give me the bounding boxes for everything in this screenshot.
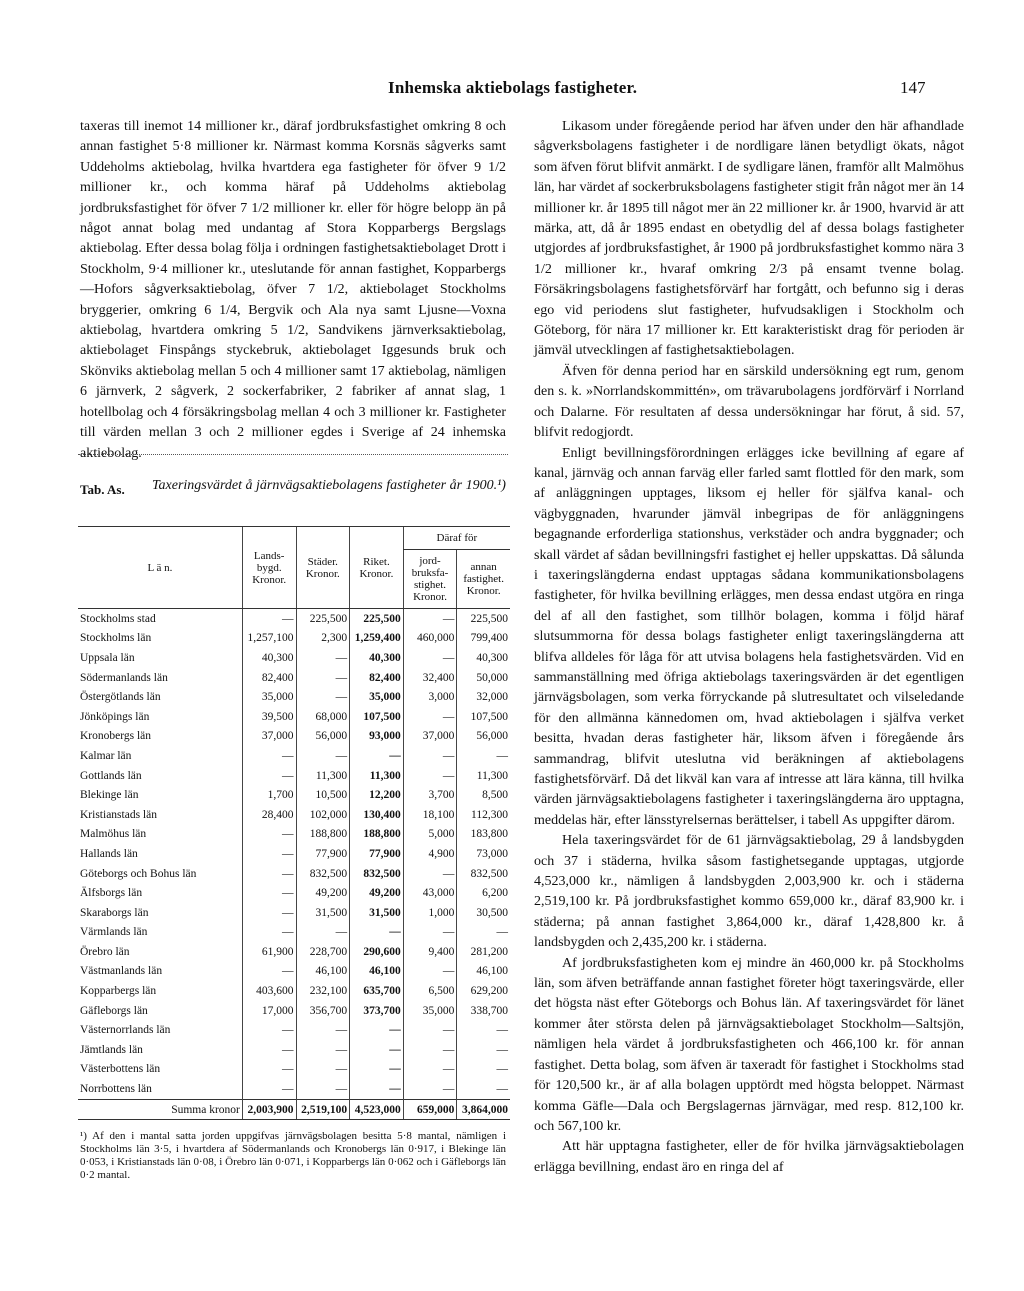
value-cell: — (242, 1020, 296, 1040)
value-cell: 225,500 (296, 609, 350, 629)
table-row (78, 707, 510, 727)
table-row (78, 1060, 510, 1080)
value-cell: 130,400 (350, 805, 404, 825)
section-divider (78, 454, 508, 455)
county-name: Kalmar län (80, 749, 132, 762)
table-row (78, 766, 510, 786)
value-cell: 112,300 (457, 805, 510, 825)
county-name: Göteborgs och Bohus län (80, 867, 197, 880)
value-cell: — (242, 1079, 296, 1099)
value-cell: — (403, 707, 457, 727)
sum-value: 2,003,900 (242, 1099, 296, 1120)
value-cell: — (457, 746, 510, 766)
value-cell: 4,900 (403, 844, 457, 864)
value-cell: — (242, 844, 296, 864)
value-cell: 832,500 (296, 864, 350, 884)
value-cell: — (242, 746, 296, 766)
value-cell: — (296, 668, 350, 688)
table-row (78, 981, 510, 1001)
value-cell: — (403, 1020, 457, 1040)
county-name: Västmanlands län (80, 965, 163, 978)
value-cell: 290,600 (350, 942, 404, 962)
value-cell: 188,800 (296, 825, 350, 845)
value-cell: 56,000 (457, 727, 510, 747)
value-cell: 1,257,100 (242, 629, 296, 649)
value-cell: 107,500 (457, 707, 510, 727)
value-cell: 93,000 (350, 727, 404, 747)
county-name: Norrbottens län (80, 1083, 152, 1096)
county-name: Västernorrlands län (80, 1024, 171, 1037)
value-cell: 2,300 (296, 629, 350, 649)
table-row (78, 1001, 510, 1021)
value-cell: — (403, 609, 457, 629)
table-row (78, 903, 510, 923)
value-cell: — (350, 1040, 404, 1060)
county-name: Stockholms stad (80, 612, 156, 625)
table-row (78, 923, 510, 943)
value-cell: 17,000 (242, 1001, 296, 1021)
county-name: Kristianstads län (80, 808, 157, 821)
value-cell: — (457, 1020, 510, 1040)
value-cell: — (403, 923, 457, 943)
header-landsbygd: Lands-bygd. Kronor. (242, 527, 296, 609)
sum-value: 3,864,000 (457, 1099, 510, 1120)
value-cell: 11,300 (296, 766, 350, 786)
value-cell: — (242, 962, 296, 982)
value-cell: 225,500 (457, 609, 510, 629)
value-cell: 3,000 (403, 687, 457, 707)
table-row (78, 1040, 510, 1060)
header-lan: L ä n. (78, 527, 242, 609)
left-column-text (80, 117, 506, 464)
value-cell: 77,900 (296, 844, 350, 864)
county-name: Älfsborgs län (80, 887, 143, 900)
value-cell: — (457, 1079, 510, 1099)
value-cell: — (242, 825, 296, 845)
paragraph: Af jordbruksfastigheten kom ej mindre än 460,000 kr. på Stockholms län, som äfven beträffande annan fastighet företer högt taxeringsvärde, eller det högsta näst efter Göteborgs och Bohus län. Af taxeringsvärdet för länet kommer åter största delen på järnvägsaktiebolaget Stockholm—Saltsjön, nämligen hela värdet å jordbruksfastigheten och 466,100 kr. för annan fastighet. Detta bolag, som äfven är taxeradt för fastighet i Stockholms stad för 120,500 kr., är af alla bolagen upptördt med högsta beloppet. Närmast komma Gäfle—Dala och Bergslagernas järnvägar, med resp. 812,100 kr. och 567,100 kr. (534, 955, 964, 1134)
value-cell: 40,300 (242, 648, 296, 668)
value-cell: 102,000 (296, 805, 350, 825)
value-cell: — (403, 864, 457, 884)
value-cell: 73,000 (457, 844, 510, 864)
sum-value: 2,519,100 (296, 1099, 350, 1120)
value-cell: 188,800 (350, 825, 404, 845)
sum-value: 659,000 (403, 1099, 457, 1120)
value-cell: 3,700 (403, 785, 457, 805)
county-name: Gäfleborgs län (80, 1004, 148, 1017)
value-cell: 6,200 (457, 883, 510, 903)
value-cell: 1,000 (403, 903, 457, 923)
value-cell: — (296, 1020, 350, 1040)
sum-label: Summa kronor (78, 1099, 242, 1120)
value-cell: 46,100 (296, 962, 350, 982)
paragraph: Enligt bevillningsförordningen erlägges icke bevillning af egare af kanal, järnväg och annan farväg eller farled samt flottled för den mark, som af anläggningen upptages, liksom ej heller för själfva kanal- och vägbyggnaden, hvarunder jämväl inbegripas de för anläggningens begagnande erforderliga stationshus, verkstäder och andra byggnader; och skall värdet af sådan bevillningsfri fastighet ej heller uppskattas. Då sålunda i taxeringslängderna endast upptagas sådana kommunikationsbolagens fastigheter, för hvilka bevillning erlägges, men dessa endast utgöra en ringa del af all den fastighet, som tillhör bolagen, komma i följd häraf slutsummorna för dessa bolags fastigheter enligt taxeringslängderna att blifva alldeles för låga för att utvisa bolagens hela fastighetsvärden. Vid en sammanställning med öfriga aktiebolags taxeringsvärden är det egentligen järnvägsbolagen, som verka förryckande på slutresultatet och vilseledande för den allmänna kännedomen om, hvad aktiebolagen i själfva verket besitta, hvadan deras fastigheter här, liksom äfven i föregående års sammandrag, blifvit uteslutna vid beräkningen af aktiebolagens fastighetsförvärf. Då det likväl kan vara af intresse att lära känna, till hvilka värden järnvägsaktiebolagens fastigheter i taxeringslängderna äro upptagna, meddelas här, efter länsstyrelsernas berättelser, i tabell As uppgifter därom. (534, 445, 964, 828)
county-name: Västerbottens län (80, 1063, 161, 1076)
value-cell: 338,700 (457, 1001, 510, 1021)
value-cell: — (296, 1040, 350, 1060)
right-column-text (534, 117, 964, 1178)
value-cell: — (242, 609, 296, 629)
value-cell: 37,000 (242, 727, 296, 747)
value-cell: 61,900 (242, 942, 296, 962)
value-cell: 40,300 (350, 648, 404, 668)
header-jord: jord-bruksfa-stighet. Kronor. (403, 550, 457, 609)
value-cell: 832,500 (457, 864, 510, 884)
value-cell: — (457, 1040, 510, 1060)
property-value-table (78, 526, 510, 1120)
value-cell: — (350, 1079, 404, 1099)
running-header-title: Inhemska aktiebolags fastigheter. (388, 78, 638, 97)
table-row (78, 746, 510, 766)
value-cell: 32,000 (457, 687, 510, 707)
page-number: 147 (900, 78, 926, 97)
county-name: Stockholms län (80, 632, 152, 645)
table-row (78, 844, 510, 864)
value-cell: 46,100 (350, 962, 404, 982)
sum-row (78, 1099, 510, 1120)
value-cell: 232,100 (296, 981, 350, 1001)
table-row (78, 864, 510, 884)
value-cell: 225,500 (350, 609, 404, 629)
value-cell: — (403, 962, 457, 982)
value-cell: 82,400 (350, 668, 404, 688)
paragraph: Att här upptagna fastigheter, eller de för hvilka järnvägsaktiebolagen erlägga bevillning, endast äro en ringa del af (534, 1139, 964, 1175)
table-row (78, 629, 510, 649)
table-row (78, 1079, 510, 1099)
value-cell: 11,300 (457, 766, 510, 786)
value-cell: 35,000 (242, 687, 296, 707)
header-daraf: Däraf för (403, 527, 510, 550)
value-cell: 40,300 (457, 648, 510, 668)
value-cell: 31,500 (350, 903, 404, 923)
value-cell: — (350, 1020, 404, 1040)
value-cell: 30,500 (457, 903, 510, 923)
table-row (78, 648, 510, 668)
value-cell: 9,400 (403, 942, 457, 962)
paragraph: taxeras till inemot 14 millioner kr., däraf jordbruksfastighet omkring 8 och annan fastighet 5·8 millioner kr. Närmast komma Korsnäs sågverks samt Uddeholms aktiebolag, hvilka hvartdera ega fastigheter för öfver 9 1/2 millioner kr., och komma häraf på Uddeholms aktiebolag jordbruksfastighet för öfver 7 1/2 millioner kr. eller för högre belopp än på något annat bolag med undantag af Stora Kopparbergs Bergslags aktiebolag. Efter dessa bolag följa i ordningen fastighetsaktiebolaget Drott i Stockholm, 9·4 millioner kr., uteslutande för annan fastighet, Kopparbergs—Hofors sågverksaktiebolag, öfver 7 1/2, aktiebolaget Stockholms bryggerier, omkring 6 1/4, Bergvik och Ala nya samt Ljusne—Voxna aktiebolag, hvartdera omkring 5 1/2, Sandvikens järnverksaktiebolag, aktiebolaget Finspångs styckebruk, aktiebolaget Iggesunds bruk och Skönviks aktiebolag mellan 5 och 4 millioner samt 17 aktiebolag, nämligen 6 järnverk, 2 sågverk, 2 sockerfabriker, 2 fabriker af annat slag, 1 hotellbolag och 4 försäkringsbolag mellan 4 och 3 millioner kr. Fastigheter till värden mellan 3 och 2 millioner egdes i Sverige af 24 inhemska aktiebolag. (80, 119, 506, 461)
value-cell: — (350, 746, 404, 766)
value-cell: 46,100 (457, 962, 510, 982)
table-row (78, 785, 510, 805)
county-name: Gottlands län (80, 769, 142, 782)
value-cell: 1,700 (242, 785, 296, 805)
value-cell: — (403, 1079, 457, 1099)
value-cell: — (242, 864, 296, 884)
value-cell: — (350, 1060, 404, 1080)
value-cell: 77,900 (350, 844, 404, 864)
county-name: Värmlands län (80, 926, 148, 939)
value-cell: 5,000 (403, 825, 457, 845)
county-name: Jönköpings län (80, 710, 150, 723)
table-row (78, 687, 510, 707)
value-cell: — (403, 1040, 457, 1060)
table-row (78, 609, 510, 629)
table-row (78, 962, 510, 982)
county-name: Kopparbergs län (80, 985, 157, 998)
value-cell: — (403, 648, 457, 668)
table-caption: Taxeringsvärdet å järnvägsaktiebolagens fastigheter år 1900.¹) (152, 478, 506, 493)
value-cell: 11,300 (350, 766, 404, 786)
paragraph: Hela taxeringsvärdet för de 61 järnvägsaktiebolag, 29 å landsbygden och 37 i städerna, hvilka såsom fastighetsegande upptagas, utgjorde 4,523,000 kr., nämligen å landsbygden 2,003,900 kr. och i städerna 2,519,100 kr. På jordbruksfastighet kommo 659,000 kr., däraf 83,900 kr. i städerna; på annan fastighet 3,864,000 kr., däraf 1,428,800 kr. å landsbygden och 2,435,200 kr. i städerna. (534, 833, 964, 951)
header-stader: Städer. Kronor. (296, 527, 350, 609)
value-cell: 49,200 (350, 883, 404, 903)
county-name: Jämtlands län (80, 1043, 143, 1056)
footnote: ¹) Af den i mantal satta jorden uppgifvas järnvägsbolagen besitta 5·8 mantal, nämligen i Stockholms län 3·5, i hvartdera af Södermanlands och Kronobergs län 0·917, i Blekinge län 0·053, i Kristianstads län 0·08, i Örebro län 0·071, i Kopparbergs län 0·062 och i Gäfleborgs län 0·2 mantal. (80, 1130, 506, 1181)
value-cell: 39,500 (242, 707, 296, 727)
value-cell: — (296, 1060, 350, 1080)
value-cell: — (403, 766, 457, 786)
value-cell: — (350, 923, 404, 943)
value-cell: — (242, 1060, 296, 1080)
county-name: Blekinge län (80, 789, 139, 802)
value-cell: — (457, 1060, 510, 1080)
value-cell: 460,000 (403, 629, 457, 649)
value-cell: — (242, 1040, 296, 1060)
table-row (78, 883, 510, 903)
value-cell: — (296, 648, 350, 668)
value-cell: — (296, 746, 350, 766)
value-cell: 12,200 (350, 785, 404, 805)
table-label: Tab. As. (80, 482, 125, 497)
value-cell: 356,700 (296, 1001, 350, 1021)
county-name: Skaraborgs län (80, 906, 149, 919)
value-cell: — (296, 1079, 350, 1099)
value-cell: — (403, 1060, 457, 1080)
paragraph: Likasom under föregående period har äfven under den här afhandlade sågverksbolagens fastigheter i de nordligare länen betydligt ökats, något som äfven förut blifvit anmärkt. I de sydligare länen, framför allt Malmöhus län, har värdet af sockerbruksbolagens fastigheter stigit från något mer än 14 millioner kr. år 1895 till något mer än 22 millioner kr. år 1900, hvarvid är att märka, att, då år 1895 endast en obetydlig del af dessa bolags fastigheter utgjordes af jordbruksfastighet, år 1900 på jordbruksfastighet kommo nära 3 1/2 millioner kr., hvaraf omkring 2/3 på ensamt tvenne bolag. Försäkringsbolagens fastighetsförvärf har fortgått, och befunno sig i deras ego vid periodens slut fastigheter, hufvudsakligen i Stockholm och Göteborg, för nära 17 millioner kr. Ett karakteristiskt drag för perioden är jämväl utvecklingen af fastighetsaktiebolagen. (534, 119, 964, 359)
value-cell: 32,400 (403, 668, 457, 688)
value-cell: 35,000 (403, 1001, 457, 1021)
header-riket: Riket. Kronor. (350, 527, 404, 609)
value-cell: 82,400 (242, 668, 296, 688)
value-cell: 373,700 (350, 1001, 404, 1021)
value-cell: 43,000 (403, 883, 457, 903)
value-cell: — (242, 923, 296, 943)
value-cell: 629,200 (457, 981, 510, 1001)
value-cell: 635,700 (350, 981, 404, 1001)
county-name: Örebro län (80, 945, 130, 958)
county-name: Södermanlands län (80, 671, 168, 684)
value-cell: 68,000 (296, 707, 350, 727)
table-row (78, 668, 510, 688)
county-name: Kronobergs län (80, 730, 152, 743)
value-cell: 10,500 (296, 785, 350, 805)
value-cell: 107,500 (350, 707, 404, 727)
value-cell: 403,600 (242, 981, 296, 1001)
county-name: Uppsala län (80, 651, 135, 664)
county-name: Hallands län (80, 847, 138, 860)
value-cell: 228,700 (296, 942, 350, 962)
paragraph: Äfven för denna period har en särskild undersökning egt rum, genom den s. k. »Norrlandskommittén», om trävarubolagens jordförvärf i Norrland och Dalarne. För resultaten af dessa undersökningar har förut, å sid. 57, blifvit redogjordt. (534, 363, 964, 441)
value-cell: 832,500 (350, 864, 404, 884)
table-row (78, 825, 510, 845)
value-cell: 799,400 (457, 629, 510, 649)
county-name: Östergötlands län (80, 691, 161, 704)
value-cell: 281,200 (457, 942, 510, 962)
value-cell: — (457, 923, 510, 943)
value-cell: — (296, 687, 350, 707)
header-annan: annan fastighet. Kronor. (457, 550, 510, 609)
value-cell: — (242, 903, 296, 923)
value-cell: 37,000 (403, 727, 457, 747)
value-cell: 18,100 (403, 805, 457, 825)
value-cell: 31,500 (296, 903, 350, 923)
value-cell: 183,800 (457, 825, 510, 845)
value-cell: — (296, 923, 350, 943)
value-cell: 6,500 (403, 981, 457, 1001)
county-name: Malmöhus län (80, 828, 147, 841)
value-cell: 8,500 (457, 785, 510, 805)
value-cell: 1,259,400 (350, 629, 404, 649)
value-cell: 49,200 (296, 883, 350, 903)
value-cell: — (242, 766, 296, 786)
value-cell: 35,000 (350, 687, 404, 707)
table-row (78, 805, 510, 825)
table-row (78, 727, 510, 747)
table-row (78, 942, 510, 962)
value-cell: — (403, 746, 457, 766)
value-cell: — (242, 883, 296, 903)
table-row (78, 1020, 510, 1040)
value-cell: 50,000 (457, 668, 510, 688)
sum-value: 4,523,000 (350, 1099, 404, 1120)
value-cell: 28,400 (242, 805, 296, 825)
value-cell: 56,000 (296, 727, 350, 747)
